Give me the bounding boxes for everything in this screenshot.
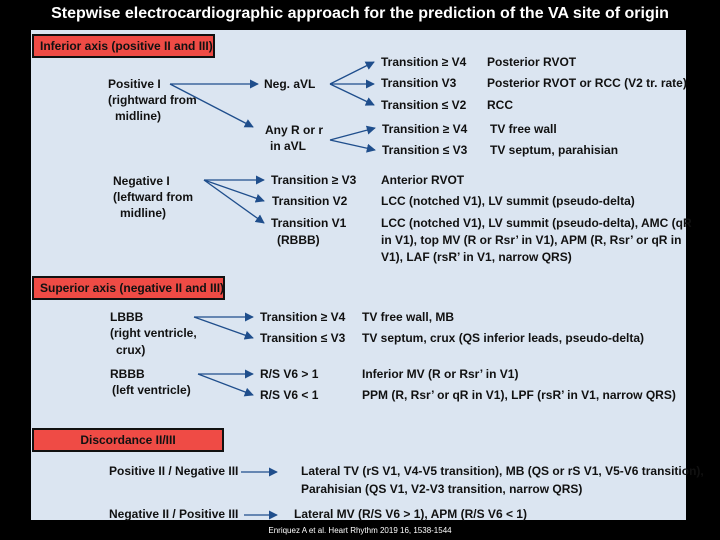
negative-i-desc-2: midline) xyxy=(120,206,167,220)
any-r-avl-label-2: in aVL xyxy=(270,139,307,153)
site-of-origin: PPM (R, Rsr’ or qR in V1), LPF (rsR’ in V1, narrow QRS) xyxy=(362,388,676,402)
site-of-origin: Posterior RVOT xyxy=(487,55,577,69)
arrow xyxy=(204,180,264,201)
pos-ii-neg-iii-label: Positive II / Negative III xyxy=(109,464,239,478)
slide-title: Stepwise electrocardiographic approach for the prediction of the VA site of origin xyxy=(51,5,669,22)
positive-i-desc: (rightward from xyxy=(108,93,197,107)
inferior-axis-header: Inferior axis (positive II and III) xyxy=(32,34,215,58)
positive-i-desc-2: midline) xyxy=(115,109,162,123)
site-of-origin: LCC (notched V1), LV summit (pseudo-delta) xyxy=(381,194,635,208)
negative-i-label: Negative I xyxy=(113,174,170,188)
lbbb-label: LBBB xyxy=(110,310,144,324)
superior-axis-header: Superior axis (negative II and III) xyxy=(32,276,225,300)
site-of-origin: Inferior MV (R or Rsr’ in V1) xyxy=(362,367,519,381)
site-of-origin: Lateral TV (rS V1, V4-V5 transition), MB (QS or rS V1, V5-V6 transition), xyxy=(301,464,704,478)
rbbb-note: (RBBB) xyxy=(277,233,320,247)
transition-criterion: Transition ≤ V2 xyxy=(381,98,467,112)
site-of-origin: TV septum, parahisian xyxy=(490,143,619,157)
arrow xyxy=(198,374,253,395)
any-r-avl-label: Any R or r xyxy=(265,123,324,137)
arrow xyxy=(330,84,374,105)
discordance-header: Discordance II/III xyxy=(32,428,224,452)
transition-criterion: Transition V2 xyxy=(272,194,348,208)
neg-ii-pos-iii-label: Negative II / Positive III xyxy=(109,507,239,521)
transition-criterion: Transition ≥ V4 xyxy=(382,122,468,136)
rbbb-desc: (left ventricle) xyxy=(112,383,191,397)
transition-criterion: Transition ≥ V3 xyxy=(271,173,357,187)
site-of-origin: Posterior RVOT or RCC (V2 tr. rate) xyxy=(487,76,687,90)
superior-criterion: R/S V6 < 1 xyxy=(260,388,319,402)
negative-i-desc: (leftward from xyxy=(113,190,194,204)
site-of-origin: Anterior RVOT xyxy=(381,173,465,187)
site-of-origin: TV free wall, MB xyxy=(362,310,455,324)
arrow xyxy=(170,84,253,127)
site-of-origin: LCC (notched V1), LV summit (pseudo-delta), AMC (qR xyxy=(381,216,692,230)
arrow xyxy=(330,62,374,84)
site-of-origin: Parahisian (QS V1, V2-V3 transition, narrow QRS) xyxy=(301,482,583,496)
superior-criterion: Transition ≥ V4 xyxy=(260,310,346,324)
site-of-origin: RCC xyxy=(487,98,513,112)
superior-criterion: R/S V6 > 1 xyxy=(260,367,319,381)
site-of-origin: in V1), top MV (R or Rsr’ in V1), APM (R, Rsr’ or qR in xyxy=(381,233,682,247)
arrow xyxy=(204,180,264,223)
rbbb-label: RBBB xyxy=(110,367,145,381)
transition-criterion: Transition ≥ V4 xyxy=(381,55,467,69)
arrow xyxy=(330,128,375,140)
site-of-origin: V1), LAF (rsR’ in V1, narrow QRS) xyxy=(381,250,572,264)
lbbb-desc-2: crux) xyxy=(116,343,146,357)
transition-criterion: Transition ≤ V3 xyxy=(382,143,468,157)
neg-avl-label: Neg. aVL xyxy=(264,77,316,91)
arrow xyxy=(330,140,375,150)
lbbb-desc: (right ventricle, xyxy=(110,326,197,340)
site-of-origin: TV free wall xyxy=(490,122,557,136)
arrow xyxy=(194,317,253,338)
transition-v1: Transition V1 xyxy=(271,216,347,230)
site-of-origin: TV septum, crux (QS inferior leads, pseudo-delta) xyxy=(362,331,645,345)
transition-criterion: Transition V3 xyxy=(381,76,457,90)
superior-criterion: Transition ≤ V3 xyxy=(260,331,346,345)
site-of-origin: Lateral MV (R/S V6 > 1), APM (R/S V6 < 1) xyxy=(294,507,527,521)
citation: Enriquez A et al. Heart Rhythm 2019 16, 1538-1544 xyxy=(268,526,452,535)
positive-i-label: Positive I xyxy=(108,77,161,91)
